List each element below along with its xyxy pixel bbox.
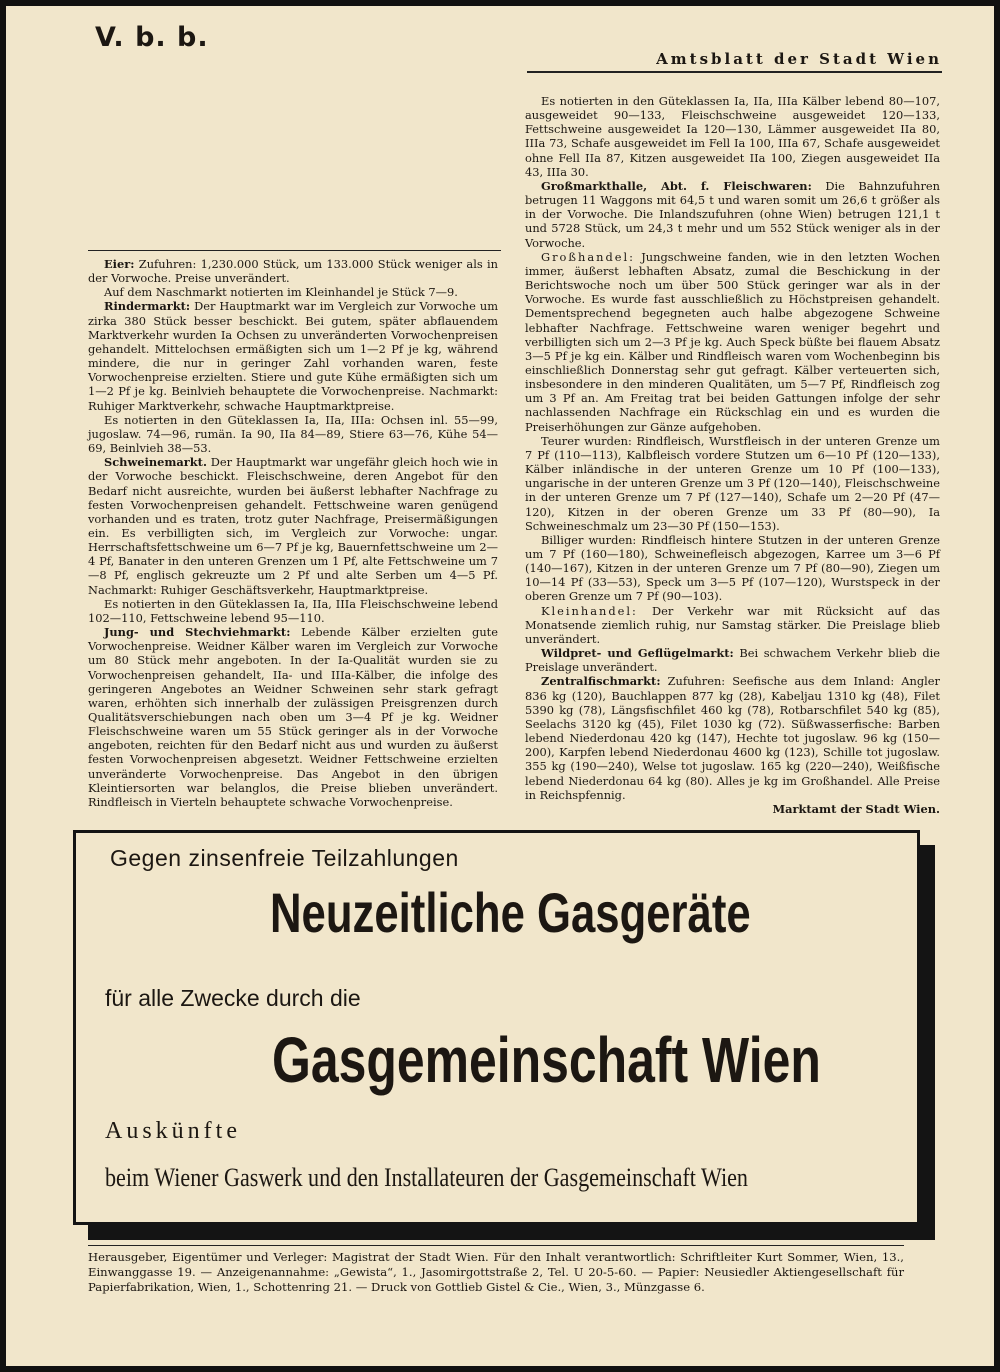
paragraph-grossmarkthalle <box>525 179 940 250</box>
paragraph-text: Jungschweine fanden, wie in den letzten Wochen immer, äußerst lebhaften Absatz, zumal die Beschickung in der Berichtswoche noch um über 500 Stück geringer war als in der Vorwoche. Es wurde fast ausschließlich zu Höchstpreisen gehandelt. Dementsprechend begegneten auch halbe abgezogene Schweine lebhafter Nachfrage. Fettschweine waren weniger begehrt und verbilligten sich um 2—3 Pf je kg. Auch Speck büßte bei flauem Absatz 3—5 Pf je kg ein. Kälber und Rindfleisch waren vom Wochenbeginn bis einschließlich Donnerstag sehr gut gefragt. Kälber verteuerten sich, insbesondere in den minderen Qualitäten, um 5—7 Pf, Rindfleisch zog um 3 Pf an. Am Freitag trat bei beiden Gattungen infolge der sehr nachlassenden Nachfrage ein Rückschlag ein und es wurden die Preiserhöhungen zur Gänze aufgehoben. <box>525 249 940 434</box>
paragraph-teurer: Teurer wurden: Rindfleisch, Wurstfleisch in der unteren Grenze um 7 Pf (110—113), Kalbfleisch vordere Stutzen um 6—10 Pf (120—133), Kälber inländische in der unteren Grenze um 10 Pf (100—133), ungarische in der unteren Grenze um 3 Pf (120—140), Fleischschweine in der unteren Grenze um 7 Pf (127—140), Schafe um 2—20 Pf (47—120), Kitzen in der oberen Grenze um 33 Pf (80—90), Ia Schweineschmalz um 23—30 Pf (150—153). <box>525 433 940 533</box>
section-heading: Schweinemarkt. <box>104 455 207 470</box>
section-heading: Großmarkthalle, Abt. f. Fleischwaren: <box>541 178 812 193</box>
section-heading: Wildpret- und Geflügelmarkt: <box>541 646 734 661</box>
ad-headline-gasgemeinschaft: Gasgemeinschaft Wien <box>272 1024 821 1096</box>
section-heading: Jung- und Stechviehmarkt: <box>104 625 291 640</box>
paragraph-wildpret <box>525 646 940 674</box>
paragraph-kleinhandel <box>525 604 940 646</box>
paragraph-text: Lebende Kälber erzielten gute Vorwochenpreise. Weidner Kälber waren im Vergleich zur Vorwoche um 80 Stück mehr angeboten. In der Ia-Qualität wurden sie zu Vorwochenpreisen gehandelt, IIa- und IIIa-Kälber, die infolge des geringeren Angebotes an Weidner Schweinen sehr stark gefragt waren, erhöhten sich innerhalb der zulässigen Preisgrenzen durch Qualitätsverschiebungen nach oben um 3—4 Pf je kg. Weidner Fleischschweine waren um 55 Stück geringer als in der Vorwoche angeboten, reichten für den Bedarf nicht aus und wurden zu äußerst festen Vorwochenpreisen abgesetzt. Weidner Fettschweine erzielten unveränderte Vorwochenpreise. Das Angebot in den übrigen Kleintiersorten war belanglos, die Preise blieben unverändert. Rindfleisch in Vierteln behauptete schwache Vorwochenpreise. <box>88 625 498 809</box>
paragraph-text: Die Bahnzufuhren betrugen 11 Waggons mit 64,5 t und waren somit um 26,6 t größer als in der Vorwoche. Die Inlandszufuhren (ohne Wien) betrugen 121,1 t und 5728 Stück, um 24,3 t mehr und um 552 Stück weniger als in der Vorwoche. <box>525 178 940 250</box>
ad-headline-gasgeraete: Neuzeitliche Gasgeräte <box>270 881 751 944</box>
paragraph-stechviehmarkt <box>88 625 498 809</box>
paragraph-grosshandel <box>525 250 940 434</box>
ad-subline: für alle Zwecke durch die <box>105 985 361 1011</box>
imprint: Herausgeber, Eigentümer und Verleger: Magistrat der Stadt Wien. Für den Inhalt verantwortlich: Schriftleiter Kurt Sommer, Wien, 13., Einwanggasse 19. — Anzeigenannahme: „Gewista“, 1., Jasomirgottstraße 2, Tel. U 20-5-60. — Papier: Neusiedler Aktiengesellschaft für Papierfabrikation, Wien, 1., Schottenring 21. — Druck von Gottlieb Gistel & Cie., Wien, 3., Münzgasse 6. <box>88 1250 904 1294</box>
paragraph-text: Zufuhren: 1,230.000 Stück, um 133.000 Stück weniger als in der Vorwoche. Preise unverändert. <box>88 257 498 286</box>
paragraph-text: Der Hauptmarkt war ungefähr gleich hoch wie in der Vorwoche beschickt. Fleischschweine, deren Angebot für den Bedarf nicht ausreichte, wurden bei äußerst lebhafter Nachfrage zu festen Vorwochenpreisen gehandelt. Fettschweine waren genügend vorhanden und es traten, trotz guter Nachfrage, Preisermäßigungen ein. Es verbilligten sich, im Vergleich zur Vorwoche: ungar. Herrschaftsfettschweine um 6—7 Pf je kg, Bauernfettschweine um 2—4 Pf, Banater in den unteren Grenzen um 1 Pf, alte Fettschweine um 7—8 Pf, englisch gekreuzte um 2 Pf und alte Serben um 4—5 Pf. Nachmarkt: Ruhiger Geschäftsverkehr, Hauptmarktpreise. <box>88 455 498 597</box>
left-column-rule <box>88 250 501 251</box>
paragraph-text: Bei schwachem Verkehr blieb die Preislage unverändert. <box>525 646 940 675</box>
paragraph-zentralfischmarkt <box>525 674 940 801</box>
section-heading: Großhandel: <box>541 249 635 264</box>
section-heading: Kleinhandel: <box>541 603 638 618</box>
paragraph-text: Der Verkehr war mit Rücksicht auf das Monatsende ziemlich ruhig, nur Samstag stärker. Die Preislage blieb unverändert. <box>525 603 940 646</box>
section-heading: Eier: <box>104 257 135 271</box>
paragraph-text: Zufuhren: Seefische aus dem Inland: Angler 836 kg (120), Bauchlappen 877 kg (28), Kabeljau 1310 kg (48), Filet 5390 kg (78), Längsfischfilet 460 kg (78), Rotbarschfilet 540 kg (85), Seelachs 3120 kg (45), Filet 1030 kg (72). Süßwasserfische: Barben lebend Niederdonau 420 kg (147), Hechte tot jugoslaw. 96 kg (150—200), Karpfen lebend Niederdonau 4600 kg (123), Schille tot jugoslaw. 355 kg (190—240), Welse tot jugoslaw. 165 kg (220—240), Weißfische lebend Niederdonau 64 kg (80). Alles je kg im Großhandel. Alle Preise in Reichspfennig. <box>525 674 940 802</box>
paragraph-rindermarkt <box>88 299 498 412</box>
paragraph-kaelber-notierungen: Es notierten in den Güteklassen Ia, IIa, IIIa Kälber lebend 80—107, ausgeweidet 90—133, Fleischschweine ausgeweidet 120—133, Fettschweine ausgeweidet Ia 120—130, Lämmer ausgeweidet IIa 80, IIIa 73, Schafe ausgeweidet im Fell Ia 100, IIIa 67, Schafe ausgeweidet ohne Fell IIa 87, Kitzen ausgeweidet IIa 100, Ziegen ausgeweidet IIa 43, IIIa 30. <box>525 94 940 179</box>
left-column <box>88 257 498 809</box>
section-heading: Zentralfischmarkt: <box>541 674 661 689</box>
postal-mark: V. b. b. <box>95 22 209 53</box>
paragraph-naschmarkt: Auf dem Naschmarkt notierten im Kleinhandel je Stück 7—9. <box>104 285 458 300</box>
paragraph-schweine-notierungen: Es notierten in den Güteklassen Ia, IIa, IIIa Fleischschweine lebend 102—110, Fettschweine lebend 95—110. <box>88 596 498 625</box>
header-rule <box>527 71 942 73</box>
section-heading: Rindermarkt: <box>104 299 191 314</box>
paragraph-rinder-notierungen: Es notierten in den Güteklassen Ia, IIa, IIIa: Ochsen inl. 55—99, jugoslaw. 74—96, rumän. Ia 90, IIa 84—89, Stiere 63—76, Kühe 54—69, Beinlvieh 38—53. <box>88 412 498 456</box>
ad-tagline: Gegen zinsenfreie Teilzahlungen <box>110 845 459 871</box>
publication-title: Amtsblatt der Stadt Wien <box>656 50 942 68</box>
paragraph-text: Der Hauptmarkt war im Vergleich zur Vorwoche um zirka 380 Stück besser beschickt. Bei gutem, später abflauendem Marktverkehr wurden Ia Ochsen zu unveränderten Vorwochenpreisen gehandelt. Mittelochsen ermäßigten sich um 1—2 Pf je kg, während mindere, die nur in geringer Zahl vorhanden waren, feste Vorwochenpreise erzielten. Stiere und gute Kühe ermäßigten sich um 1—2 Pf je kg. Beinlvieh behauptete die Vorwochenpreise. Nachmarkt: Ruhiger Marktverkehr, schwache Hauptmarktpreise. <box>88 299 498 413</box>
paragraph-billiger: Billiger wurden: Rindfleisch hintere Stutzen in der unteren Grenze um 7 Pf (160—180), Schweinefleisch abgezogen, Karree um 3—6 Pf (140—167), Kitzen in der unteren Grenze um 7 Pf (80—90), Ziegen um 10—14 Pf (33—53), Speck um 3—5 Pf (107—120), Wurstspeck in der oberen Grenze um 7 Pf (90—103). <box>525 532 940 604</box>
right-column <box>525 94 940 816</box>
ad-contact-line: beim Wiener Gaswerk und den Installateuren der Gasgemeinschaft Wien <box>105 1163 748 1192</box>
ad-auskuenfte: Auskünfte <box>105 1118 241 1144</box>
paragraph-schweinemarkt <box>88 455 498 597</box>
signature: Marktamt der Stadt Wien. <box>772 801 940 816</box>
paragraph-eier <box>88 257 498 285</box>
footer-rule <box>88 1245 904 1246</box>
